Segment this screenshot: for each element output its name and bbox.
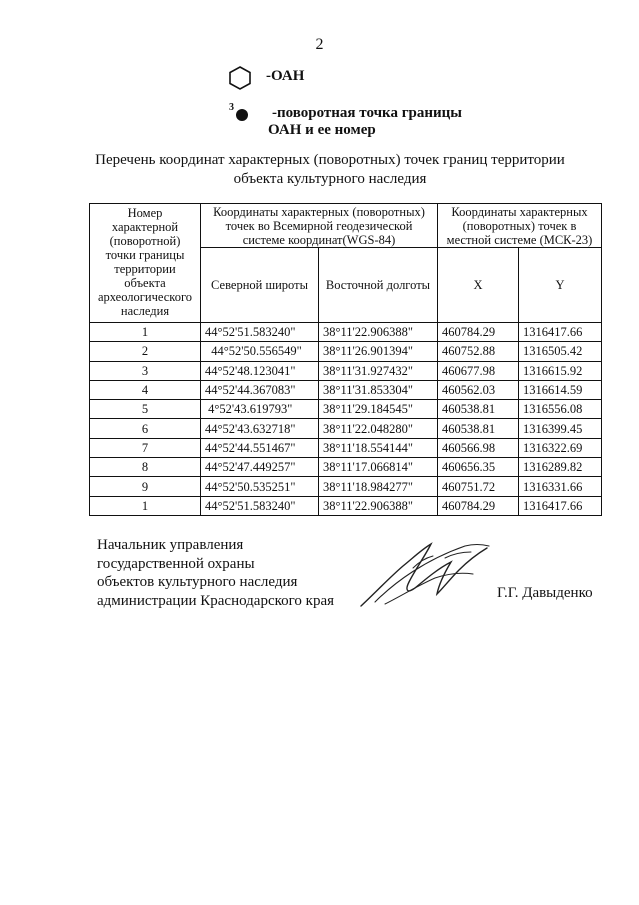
cell-x: 460538.81 [438, 400, 519, 419]
table-row [90, 342, 602, 361]
cell-longitude: 38°11'18.984277" [319, 477, 438, 496]
page-number: 2 [315, 36, 324, 53]
cell-x: 460566.98 [438, 438, 519, 457]
cell-longitude: 38°11'22.906388" [319, 496, 438, 515]
cell-y: 1316399.45 [519, 419, 602, 438]
cell-point-number: 6 [90, 419, 201, 438]
cell-point-number: 2 [90, 342, 201, 361]
header-latitude: Северной широты [201, 248, 319, 323]
cell-point-number: 1 [90, 323, 201, 342]
cell-x: 460656.35 [438, 458, 519, 477]
header-y: Y [519, 248, 602, 323]
header-line: Координаты характерных [451, 205, 588, 219]
cell-y: 1316417.66 [519, 496, 602, 515]
cell-x: 460562.03 [438, 380, 519, 399]
table-row [90, 458, 602, 477]
hexagon-icon [229, 66, 251, 90]
table-row [90, 438, 602, 457]
legend-oan-label: -ОАН [266, 68, 305, 84]
cell-point-number: 4 [90, 380, 201, 399]
signatory-position-line: Начальник управления [97, 537, 244, 553]
signatory-name: Г.Г. Давыденко [497, 585, 593, 601]
cell-y: 1316331.66 [519, 477, 602, 496]
header-line: системе координат(WGS-84) [242, 233, 396, 247]
cell-latitude: 44°52'44.367083" [201, 380, 319, 399]
cell-y: 1316505.42 [519, 342, 602, 361]
document-title-line1: Перечень координат характерных (поворотных) точек границ территории [95, 152, 565, 168]
table-row [90, 477, 602, 496]
header-msk23 [438, 204, 602, 248]
cell-latitude: 44°52'48.123041" [201, 361, 319, 380]
legend-turn-point-label: -поворотная точка границы [272, 105, 462, 121]
header-line: территории [114, 262, 176, 276]
cell-point-number: 5 [90, 400, 201, 419]
table-row [90, 323, 602, 342]
header-longitude: Восточной долготы [319, 248, 438, 323]
cell-x: 460751.72 [438, 477, 519, 496]
cell-x: 460752.88 [438, 342, 519, 361]
document-title-line2: объекта культурного наследия [233, 171, 427, 187]
header-line: (поворотной) [109, 234, 181, 248]
cell-y: 1316556.08 [519, 400, 602, 419]
coordinates-table [89, 203, 602, 516]
cell-latitude: 44°52'51.583240" [201, 323, 319, 342]
header-line: Координаты характерных (поворотных) [213, 205, 425, 219]
cell-latitude: 44°52'50.556549" [201, 342, 319, 361]
cell-longitude: 38°11'22.048280" [319, 419, 438, 438]
header-line: археологического [97, 290, 193, 304]
signatory-position [97, 536, 334, 610]
cell-latitude: 44°52'44.551467" [201, 438, 319, 457]
cell-latitude: 44°52'51.583240" [201, 496, 319, 515]
cell-point-number: 7 [90, 438, 201, 457]
cell-latitude: 4°52'43.619793" [201, 400, 319, 419]
cell-point-number: 9 [90, 477, 201, 496]
legend-point-number: 3 [229, 102, 234, 113]
cell-latitude: 44°52'43.632718" [201, 419, 319, 438]
legend-turn-point-label-line2: ОАН и ее номер [268, 122, 376, 138]
cell-longitude: 38°11'17.066814" [319, 458, 438, 477]
cell-y: 1316322.69 [519, 438, 602, 457]
header-line: точек во Всемирной геодезической [225, 219, 413, 233]
cell-longitude: 38°11'22.906388" [319, 323, 438, 342]
handwritten-signature [355, 538, 495, 610]
cell-point-number: 3 [90, 361, 201, 380]
header-line: местной системе (МСК-23) [446, 233, 593, 247]
table-row [90, 400, 602, 419]
cell-longitude: 38°11'18.554144" [319, 438, 438, 457]
cell-y: 1316289.82 [519, 458, 602, 477]
signatory-position-line: государственной охраны [97, 555, 255, 572]
header-wgs84 [201, 204, 438, 248]
header-line: Номер [127, 206, 163, 220]
header-line: наследия [120, 304, 170, 318]
header-line: точки границы [105, 248, 185, 262]
header-point-number [90, 204, 201, 323]
cell-longitude: 38°11'31.927432" [319, 361, 438, 380]
cell-latitude: 44°52'50.535251" [201, 477, 319, 496]
cell-x: 460784.29 [438, 496, 519, 515]
cell-x: 460677.98 [438, 361, 519, 380]
cell-y: 1316417.66 [519, 323, 602, 342]
table-row [90, 419, 602, 438]
cell-longitude: 38°11'29.184545" [319, 400, 438, 419]
cell-point-number: 8 [90, 458, 201, 477]
filled-circle-icon [236, 109, 248, 121]
cell-point-number: 1 [90, 496, 201, 515]
cell-x: 460784.29 [438, 323, 519, 342]
cell-y: 1316614.59 [519, 380, 602, 399]
cell-longitude: 38°11'31.853304" [319, 380, 438, 399]
table-row [90, 496, 602, 515]
cell-longitude: 38°11'26.901394" [319, 342, 438, 361]
document-title [60, 151, 600, 189]
header-line: (поворотных) точек в [462, 219, 577, 233]
cell-latitude: 44°52'47.449257" [201, 458, 319, 477]
header-line: объекта [124, 276, 166, 290]
signatory-position-line: администрации Краснодарского края [97, 592, 335, 609]
cell-x: 460538.81 [438, 419, 519, 438]
header-x: X [438, 248, 519, 323]
table-row [90, 361, 602, 380]
header-line: характерной [111, 220, 179, 234]
table-row [90, 380, 602, 399]
cell-y: 1316615.92 [519, 361, 602, 380]
signatory-position-line: объектов культурного наследия [97, 574, 298, 590]
